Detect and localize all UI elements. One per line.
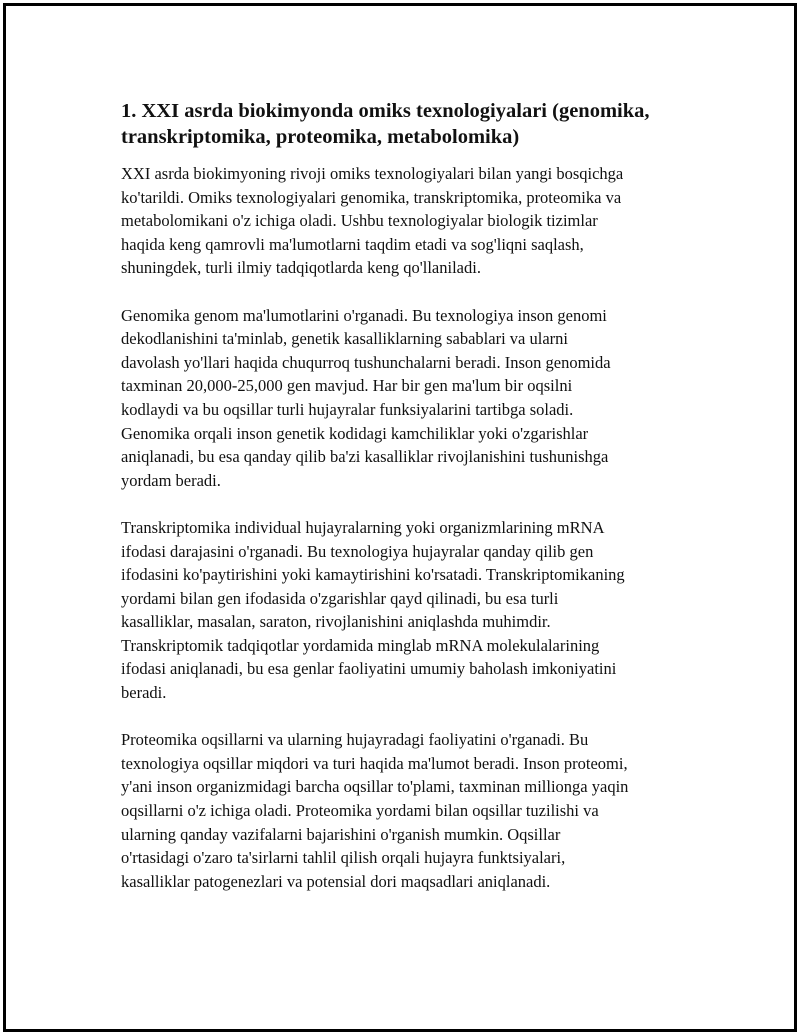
text-line: texnologiya oqsillar miqdori va turi haqida ma'lumot beradi. Inson proteomi, (121, 753, 628, 773)
paragraph-intro (121, 162, 701, 280)
text-line: metabolomikani o'z ichiga oladi. Ushbu texnologiyalar biologik tizimlar (121, 211, 598, 231)
text-line: yordami bilan gen ifodasida o'zgarishlar qayd qilinadi, bu esa turli (121, 588, 559, 608)
heading-line: 1. XXI asrda biokimyonda omiks texnologiyalari (genomika, (121, 100, 650, 122)
document-body (121, 98, 701, 917)
text-line: kasalliklar, masalan, saraton, rivojlanishini aniqlashda muhimdir. (121, 612, 551, 632)
text-line: haqida keng qamrovli ma'lumotlarni taqdim etadi va sog'liqni saqlash, (121, 234, 584, 254)
paragraph-transcriptomics (121, 516, 701, 705)
text-line: beradi. (121, 683, 167, 703)
text-line: dekodlanishini ta'minlab, genetik kasalliklarning sabablari va ularni (121, 329, 568, 349)
text-line: shuningdek, turli ilmiy tadqiqotlarda keng qo'llaniladi. (121, 258, 481, 278)
text-line: aniqlanadi, bu esa qanday qilib ba'zi kasalliklar rivojlanishini tushunishga (121, 447, 609, 467)
page-frame (3, 3, 797, 1032)
paragraph-genomics (121, 304, 701, 493)
text-line: Genomika genom ma'lumotlarini o'rganadi. Bu texnologiya inson genomi (121, 305, 607, 325)
text-line: ko'tarildi. Omiks texnologiyalari genomika, transkriptomika, proteomika va (121, 187, 622, 207)
text-line: oqsillarni o'z ichiga oladi. Proteomika yordami bilan oqsillar tuzilishi va (121, 801, 599, 821)
text-line: ifodasi darajasini o'rganadi. Bu texnologiya hujayralar qanday qilib gen (121, 541, 594, 561)
text-line: ifodasi aniqlanadi, bu esa genlar faoliyatini umumiy baholash imkoniyatini (121, 659, 617, 679)
text-line: y'ani inson organizmidagi barcha oqsillar to'plami, taxminan millionga yaqin (121, 777, 629, 797)
text-line: davolash yo'llari haqida chuqurroq tushunchalarni beradi. Inson genomida (121, 352, 611, 372)
text-line: XXI asrda biokimyoning rivoji omiks texnologiyalari bilan yangi bosqichga (121, 164, 624, 183)
text-line: yordam beradi. (121, 470, 221, 490)
text-line: Proteomika oqsillarni va ularning hujayradagi faoliyatini o'rganadi. Bu (121, 730, 589, 750)
text-line: Transkriptomika individual hujayralarning yoki organizmlarining mRNA (121, 517, 605, 537)
text-line: ifodasini ko'paytirishini yoki kamaytirishini ko'rsatadi. Transkriptomikaning (121, 565, 625, 585)
text-line: kodlaydi va bu oqsillar turli hujayralar funksiyalarini tartibga soladi. (121, 399, 574, 419)
text-line: Transkriptomik tadqiqotlar yordamida minglab mRNA molekulalarining (121, 635, 600, 655)
text-line: ularning qanday vazifalarni bajarishini o'rganish mumkin. Oqsillar (121, 824, 561, 844)
heading-line: transkriptomika, proteomika, metabolomika) (121, 126, 520, 148)
text-line: o'rtasidagi o'zaro ta'sirlarni tahlil qilish orqali hujayra funktsiyalari, (121, 848, 566, 868)
section-heading (121, 98, 701, 150)
paragraph-proteomics (121, 728, 701, 893)
text-line: Genomika orqali inson genetik kodidagi kamchiliklar yoki o'zgarishlar (121, 423, 589, 443)
text-line: taxminan 20,000-25,000 gen mavjud. Har bir gen ma'lum bir oqsilni (121, 376, 573, 396)
text-line: kasalliklar patogenezlari va potensial dori maqsadlari aniqlanadi. (121, 871, 551, 891)
